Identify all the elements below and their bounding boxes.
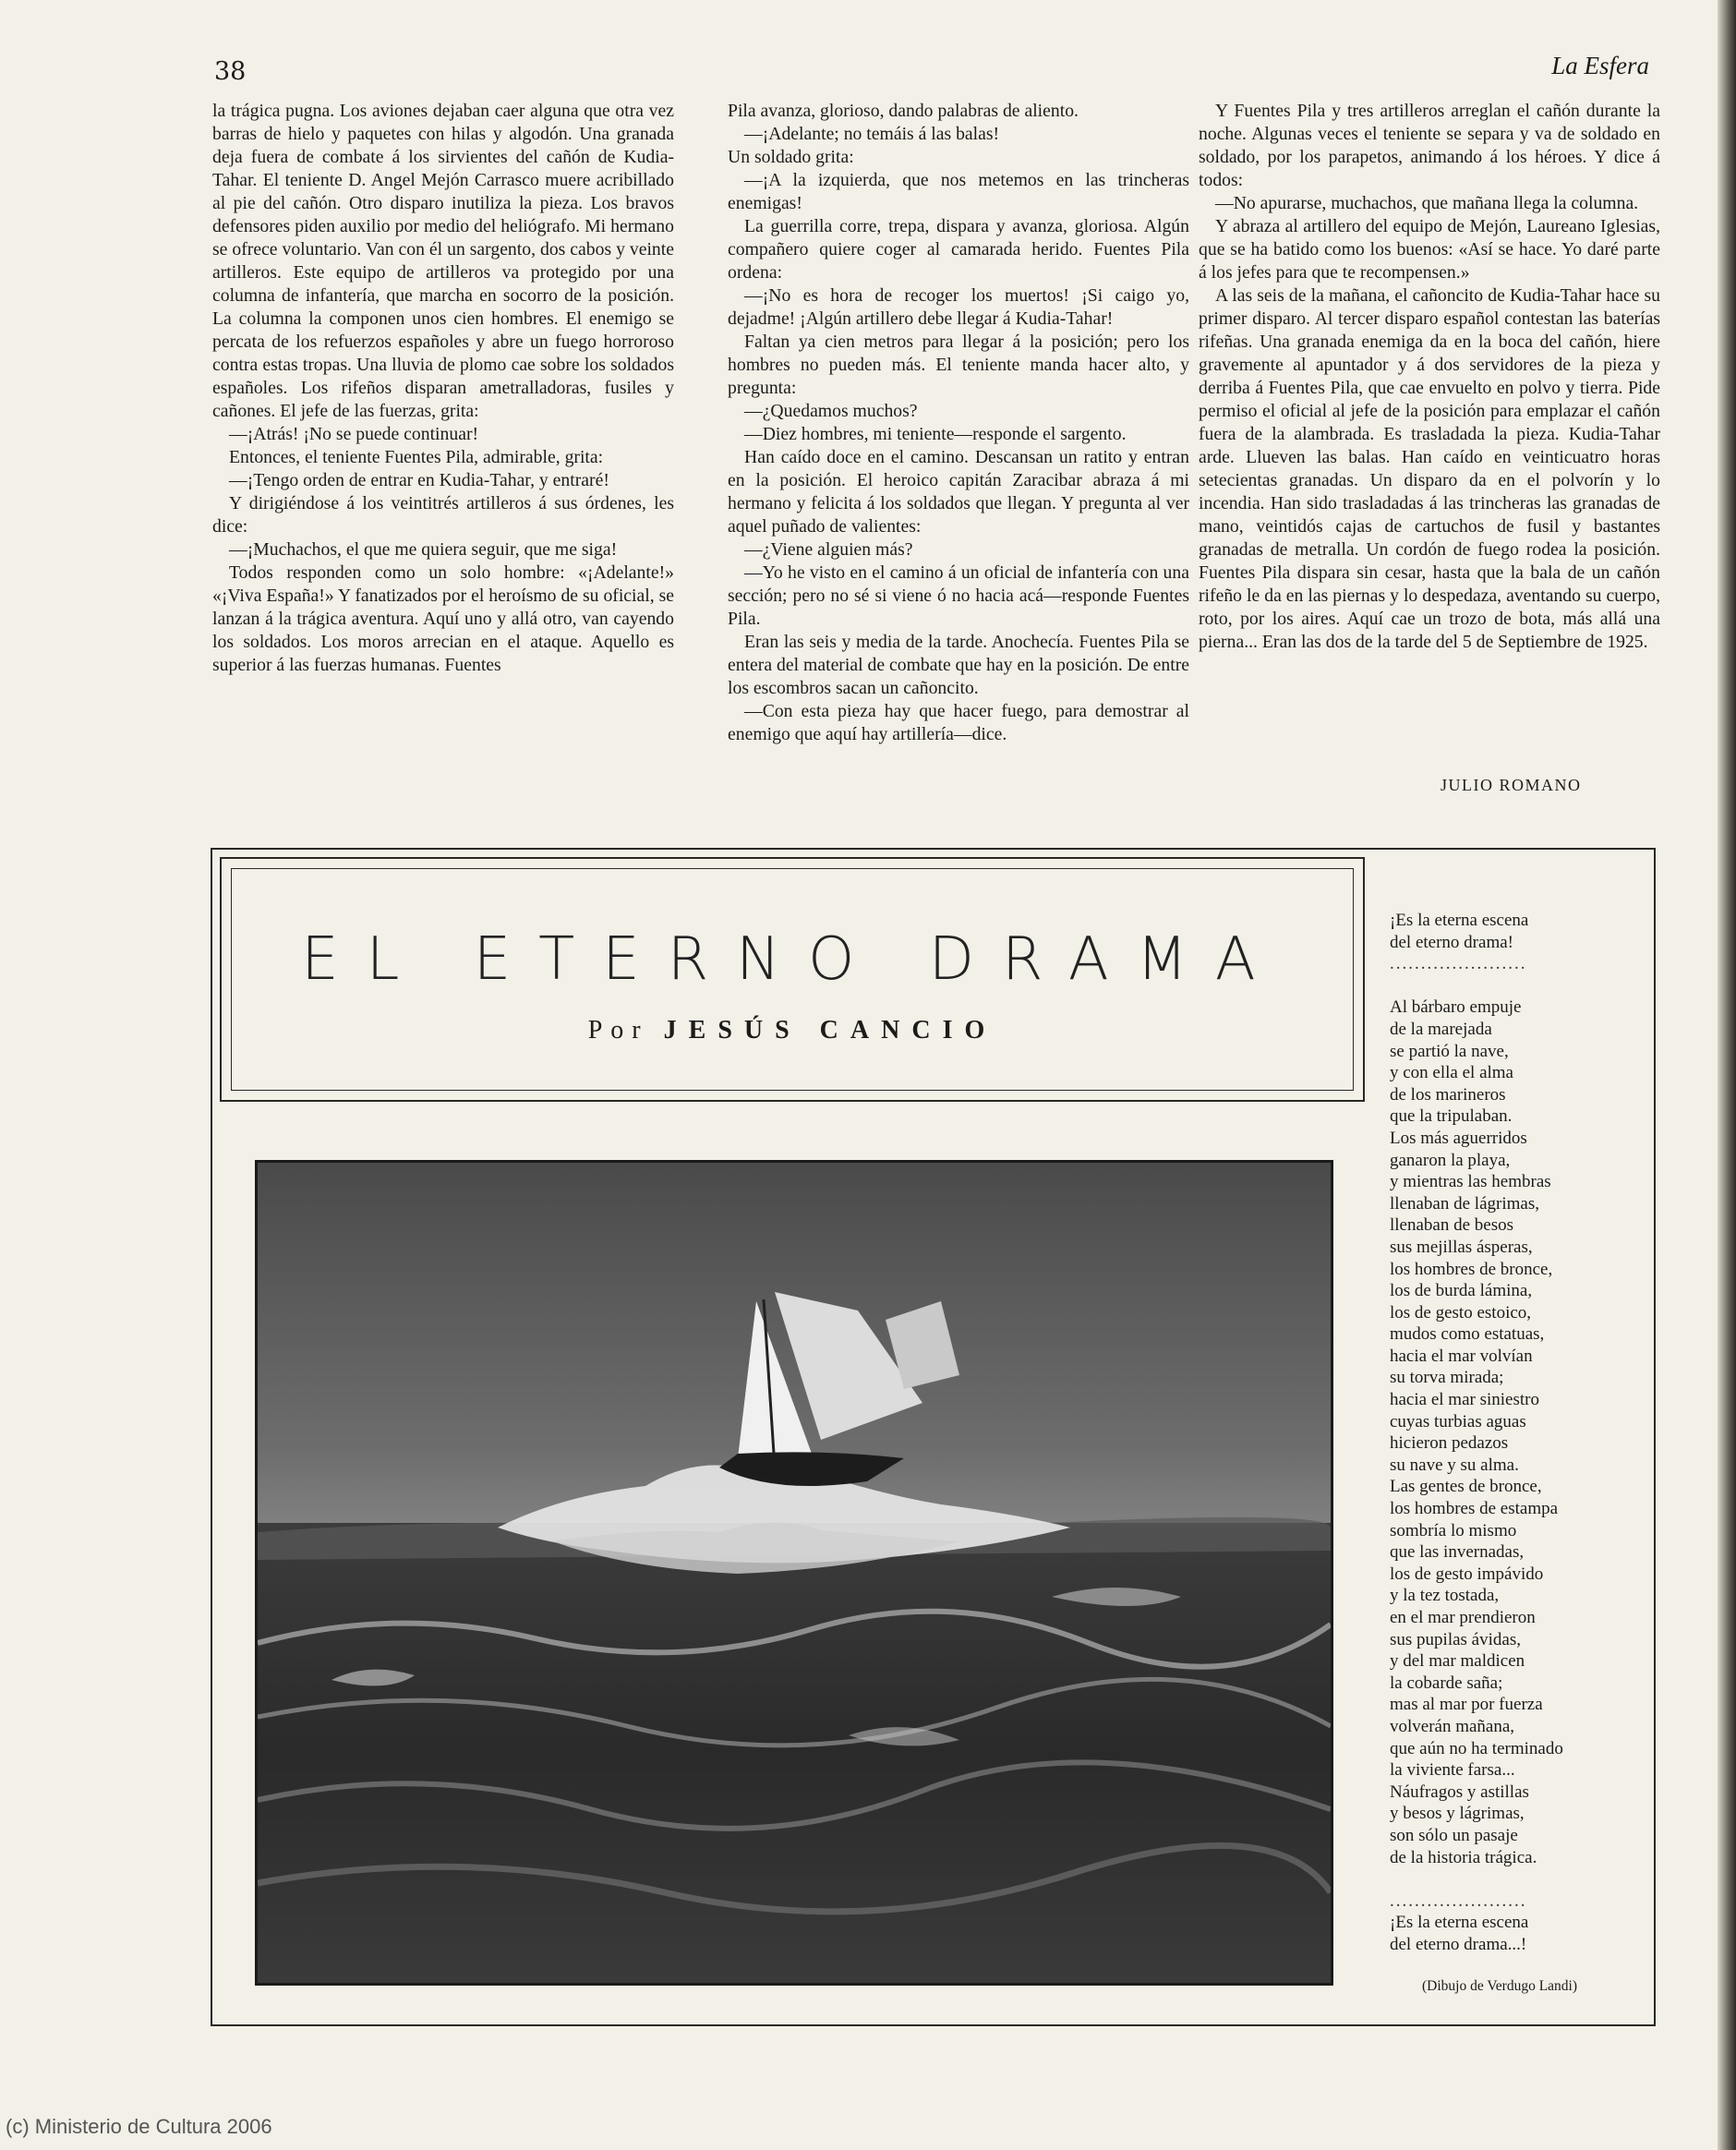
title-box	[220, 857, 1365, 1102]
poem-line	[1390, 975, 1639, 997]
poem-line: y mientras las hembras	[1390, 1172, 1551, 1192]
poem-line: del eterno drama!	[1390, 932, 1513, 952]
poem-line	[1390, 1868, 1639, 1890]
feature-title: EL ETERNO DRAMA	[301, 925, 1284, 994]
poem-line: que aún no ha terminado	[1390, 1738, 1563, 1758]
poem-line: Al bárbaro empuje	[1390, 997, 1522, 1018]
poem-line: los hombres de estampa	[1390, 1499, 1559, 1519]
poem-line: la cobarde saña;	[1390, 1673, 1503, 1693]
paragraph: Y abraza al artillero del equipo de Mejón, Laureano Iglesias, que se ha batido como los buenos: «Así se hace. Yo daré parte á los jefes para que te recompensen.»	[1199, 216, 1660, 283]
paragraph: —¡Atrás! ¡No se puede continuar!	[229, 424, 479, 444]
paragraph: Y dirigiéndose á los veintitrés artilleros á sus órdenes, les dice:	[212, 493, 674, 537]
illustration-credit: (Dibujo de Verdugo Landi)	[1422, 1978, 1578, 1994]
poem-line: Los más aguerridos	[1390, 1128, 1527, 1148]
ship-illustration-drawing	[258, 1163, 1331, 1983]
poem-line: que las invernadas,	[1390, 1542, 1525, 1563]
paragraph: Han caído doce en el camino. Descansan un ratito y entran en la posición. El heroico capitán Zaracibar abraza á mi hermano y felicita á los soldados que llegan. Y pregunta al ver aquel puñado de valientes:	[728, 447, 1189, 537]
poem-line: del eterno drama...!	[1390, 1934, 1527, 1954]
paragraph: —¡Muchachos, el que me quiera seguir, que me siga!	[229, 539, 618, 560]
poem-line: y besos y lágrimas,	[1390, 1804, 1525, 1824]
poem-line: de los marineros	[1390, 1084, 1506, 1105]
poem-line: Las gentes de bronce,	[1390, 1477, 1542, 1497]
paragraph: —Con esta pieza hay que hacer fuego, para demostrar al enemigo que aquí hay artillería—dice.	[728, 701, 1189, 744]
poem-line: y del mar maldicen	[1390, 1651, 1525, 1672]
poem-line: Náufragos y astillas	[1390, 1782, 1529, 1802]
poem-line: llenaban de lágrimas,	[1390, 1193, 1539, 1214]
poem-line: hicieron pedazos	[1390, 1433, 1509, 1454]
poem-line: llenaban de besos	[1390, 1215, 1514, 1236]
poem-line: y con ella el alma	[1390, 1063, 1513, 1083]
ship-illustration	[255, 1160, 1333, 1986]
paragraph: Entonces, el teniente Fuentes Pila, admirable, grita:	[229, 447, 604, 467]
author-signature: JULIO ROMANO	[1441, 776, 1582, 794]
poem-line: en el mar prendieron	[1390, 1608, 1536, 1627]
paragraph: —No apurarse, muchachos, que mañana llega la columna.	[1215, 193, 1639, 213]
paragraph: —Yo he visto en el camino á un oficial de infantería con una sección; pero no sé si viene ó no hacia acá—responde Fuentes Pila.	[728, 562, 1189, 629]
paragraph: Pila avanza, glorioso, dando palabras de aliento.	[728, 101, 1079, 121]
paragraph: Eran las seis y media de la tarde. Anochecía. Fuentes Pila se entera del material de combate que hay en la posición. De entre los escombros sacan un cañoncito.	[728, 632, 1189, 698]
paragraph: Y Fuentes Pila y tres artilleros arreglan el cañón durante la noche. Algunas veces el teniente se separa y va de soldado en soldado, por los parapetos, animando á los héroes. Y dice á todos:	[1199, 101, 1660, 190]
poem-line: sus pupilas ávidas,	[1390, 1629, 1521, 1649]
paragraph: —¿Viene alguien más?	[744, 539, 913, 560]
paragraph: —Diez hombres, mi teniente—responde el sargento.	[744, 424, 1127, 444]
page-number: 38	[214, 57, 247, 86]
poem-line: sus mejillas ásperas,	[1390, 1237, 1533, 1257]
article-column-3	[1199, 100, 1660, 654]
poem-line: y la tez tostada,	[1390, 1586, 1500, 1606]
magazine-title: La Esfera	[1551, 52, 1649, 79]
page-edge-shadow	[1718, 0, 1736, 2150]
poem-line: sombría lo mismo	[1390, 1520, 1517, 1540]
poem-line: mas al mar por fuerza	[1390, 1695, 1543, 1715]
feature-byline	[222, 1016, 1363, 1045]
byline-author: JESÚS CANCIO	[663, 1016, 997, 1045]
paragraph: la trágica pugna. Los aviones dejaban caer alguna que otra vez barras de hielo y paquetes con hilas y algodón. Una granada deja fuera de combate á los sirvientes del cañón de Kudia-Tahar. El teniente D. Angel Mejón Carrasco muere acribillado al pie del cañón. Otro disparo inutiliza la pieza. Los bravos defensores piden auxilio por medio del heliógrafo. Mi hermano se ofrece voluntario. Van con él un sargento, dos cabos y veinte artilleros. Este equipo de artilleros va protegido por una columna de infantería, que marcha en socorro de la posición. La columna la componen unos cien hombres. El enemigo se percata de los refuerzos españoles y abre un fuego horroroso contra estas tropas. Una lluvia de plomo cae sobre los soldados españoles. Los rifeños disparan ametralladoras, fusiles y cañones. El jefe de las fuerzas, grita:	[212, 101, 674, 421]
paragraph: Faltan ya cien metros para llegar á la posición; pero los hombres no pueden más. El teniente manda hacer alto, y pregunta:	[728, 332, 1189, 398]
poem-line: su torva mirada;	[1390, 1368, 1504, 1388]
poem-line: ganaron la playa,	[1390, 1150, 1511, 1170]
poem-line: los hombres de bronce,	[1390, 1259, 1553, 1279]
paragraph: Todos responden como un solo hombre: «¡Adelante!» «¡Viva España!» Y fanatizados por el heroísmo de su oficial, se lanzan á la trágica aventura. Aquí uno y allá otro, van cayendo los soldados. Los moros arrecian en el ataque. Aquello es superior á las fuerzas humanas. Fuentes	[212, 562, 674, 675]
paragraph: Un soldado grita:	[728, 147, 854, 167]
poem-line: su nave y su alma.	[1390, 1455, 1519, 1475]
poem-line: ¡Es la eterna escena	[1390, 1913, 1529, 1933]
poem-line: que la tripulaban.	[1390, 1106, 1513, 1127]
paragraph: La guerrilla corre, trepa, dispara y avanza, gloriosa. Algún compañero quiere coger al camarada herido. Fuentes Pila ordena:	[728, 216, 1189, 283]
paragraph: —¿Quedamos muchos?	[744, 401, 918, 421]
paragraph: —¡No es hora de recoger los muertos! ¡Si caigo yo, dejadme! ¡Algún artillero debe llegar á Kudia-Tahar!	[728, 285, 1189, 329]
poem-line: se partió la nave,	[1390, 1041, 1509, 1061]
poem-separator: ......................	[1390, 1890, 1527, 1911]
article-column-1	[212, 100, 674, 677]
paragraph: —¡A la izquierda, que nos metemos en las trincheras enemigas!	[728, 170, 1189, 213]
poem-separator: ......................	[1390, 954, 1527, 974]
copyright-notice: (c) Ministerio de Cultura 2006	[6, 2115, 272, 2138]
poem-line: de la marejada	[1390, 1019, 1492, 1039]
poem-line: los de gesto estoico,	[1390, 1302, 1532, 1323]
poem-line: de la historia trágica.	[1390, 1847, 1537, 1867]
poem-line: la viviente farsa...	[1390, 1760, 1515, 1781]
paragraph: —¡Tengo orden de entrar en Kudia-Tahar, y entraré!	[229, 470, 609, 490]
poem-line: los de gesto impávido	[1390, 1564, 1544, 1584]
poem-line: son sólo un pasaje	[1390, 1825, 1518, 1845]
paragraph: —¡Adelante; no temáis á las balas!	[744, 124, 1000, 144]
poem-line: hacia el mar siniestro	[1390, 1390, 1539, 1410]
article-column-2	[728, 100, 1189, 746]
poem-line: ¡Es la eterna escena	[1390, 911, 1529, 930]
paragraph: A las seis de la mañana, el cañoncito de Kudia-Tahar hace su primer disparo. Al tercer disparo español contestan las baterías rifeñas. Una granada enemiga da en la boca del cañón, hiere gravemente al apuntador y á dos servidores de la pieza y derriba á Fuentes Pila, que cae envuelto en polvo y tierra. Pide permiso el oficial al jefe de la posición para emplazar el cañón fuera de la alambrada. Es trasladada la pieza. Kudia-Tahar arde. Llueven las balas. Han caído en veinticuatro horas setecientas granadas. Un disparo da en el polvorín y lo incendia. Han sido trasladadas á las trincheras las granadas de mano, veintidós cajas de cartuchos de fusil y bastantes granadas de metralla. Un cordón de fuego rodea la posición. Fuentes Pila dispara sin cesar, hasta que la bala de un cañón rifeño le da en las piernas y lo despedaza, aventando su cuerpo, roto, por los aires. Aquí cae un trozo de bota, más allá una pierna... Eran las dos de la tarde del 5 de Septiembre de 1925.	[1199, 285, 1660, 652]
poem	[1390, 910, 1639, 1956]
poem-line: mudos como estatuas,	[1390, 1324, 1545, 1345]
poem-line: los de burda lámina,	[1390, 1281, 1533, 1301]
poem-line: hacia el mar volvían	[1390, 1346, 1533, 1366]
poem-line: cuyas turbias aguas	[1390, 1411, 1526, 1431]
sea	[258, 1523, 1331, 1983]
poem-line: volverán mañana,	[1390, 1716, 1515, 1736]
byline-prefix: Por	[587, 1016, 649, 1045]
